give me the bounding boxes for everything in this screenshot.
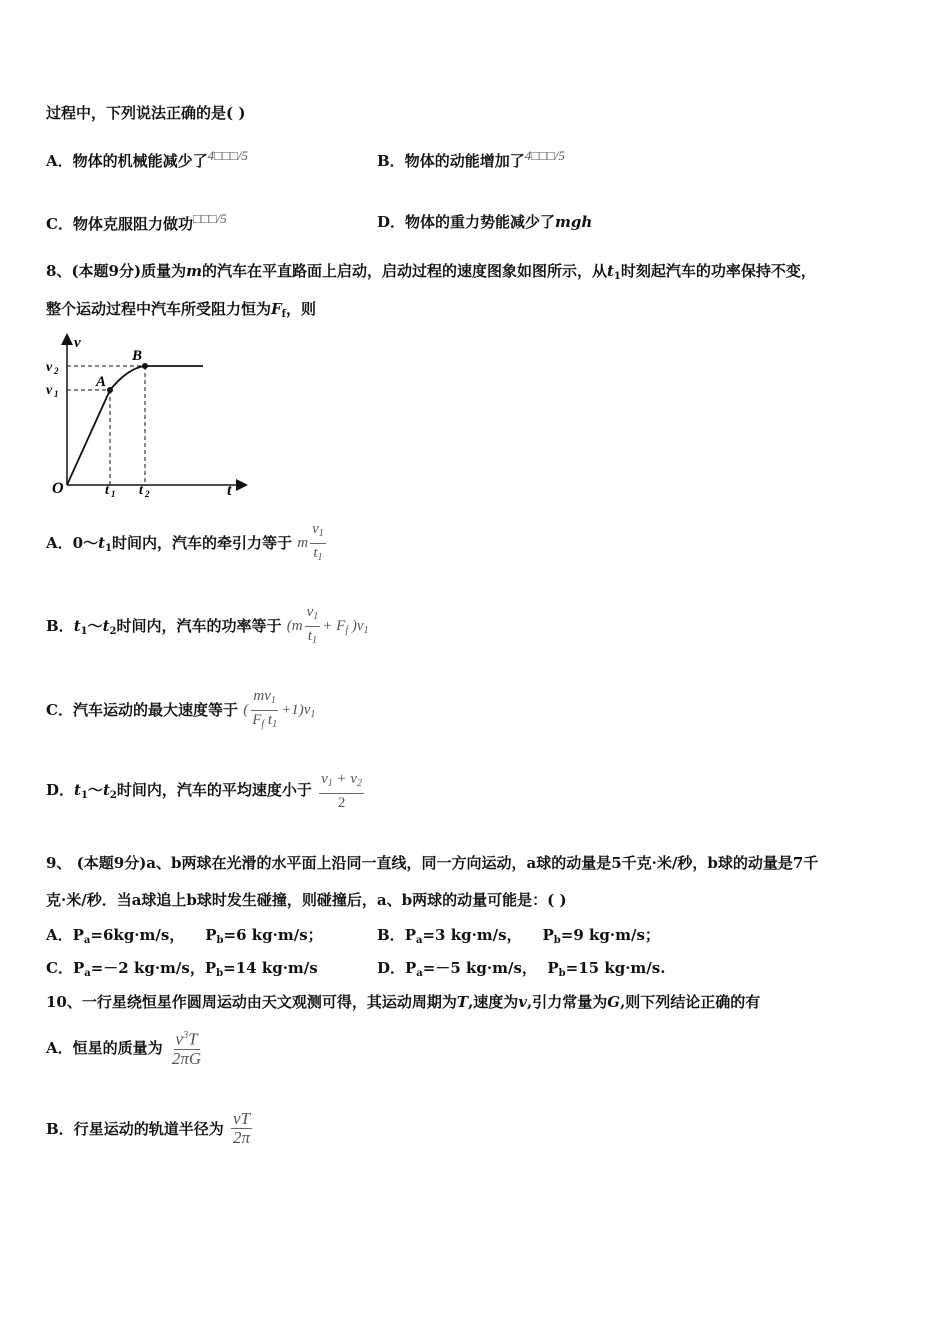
velocity-curve (67, 366, 203, 485)
v2-label: v (46, 360, 53, 375)
q8-option-d: D．$t_1\sim t_2$时间内，汽车的平均速度小于 $\frac{v_1 + v_2}{2}$ (46, 770, 366, 812)
v2-sub: 2 (54, 366, 59, 376)
point-a (107, 387, 113, 393)
q9-option-a: A．$P_a=6kg\cdot m/s$， $P_b=6$ kg·m/s； (46, 926, 323, 946)
t2-label: t (139, 483, 143, 498)
axis-x-label: t (227, 482, 232, 499)
origin-label: O (52, 480, 64, 497)
q7-option-d: D．物体的重力势能减少了mgh (377, 213, 593, 231)
velocity-time-graph (40, 330, 255, 505)
q9-option-b: B．$P_a=3$ kg·m/s， $P_b=9$ kg·m/s； (377, 926, 660, 946)
v1-label: v (46, 383, 53, 398)
q7-option-a: A．物体的机械能减少了4□□□/5 (46, 148, 248, 170)
q8-stem-line2: 整个运动过程中汽车所受阻力恒为$F_f$，则 (46, 300, 316, 320)
q10-stem: 10、一行星绕恒星作圆周运动由天文观测可得，其运动周期为T,速度为v,引力常量为G,则下列结论正确的有 (46, 993, 761, 1011)
q7-option-b: B．物体的动能增加了4□□□/5 (377, 148, 565, 170)
axis-y-label: v (74, 335, 81, 351)
q9-stem-line1: 9、 (本题9分)a、b两球在光滑的水平面上沿同一直线，同一方向运动，a球的动量是5千克·米/秒，b球的动量是7千 (46, 854, 819, 872)
q8-stem-line1: 8、(本题9分)质量为m的汽车在平直路面上启动，启动过程的速度图象如图所示，从$t_1$时刻起汽车的功率保持不变， (46, 262, 816, 282)
point-a-label: A (96, 374, 107, 390)
t1-label: t (105, 483, 109, 498)
formula-m-v1-over-t1: m $\frac{v_1}{t_1}$ (297, 521, 324, 563)
q8-option-b: B．$t_1\sim t_2$时间内，汽车的功率等于 (m $\frac{v_1}{t_1}$ + $F_f$ )$v_1$ (46, 604, 369, 646)
t1-sub: 1 (111, 489, 116, 499)
q10-option-b: B．行星运动的轨道半径为 $\frac{vT}{2\pi}$ (46, 1110, 254, 1147)
formula-average-velocity: $\frac{v_1 + v_2}{2}$ (321, 771, 363, 811)
q7-option-c: C．物体克服阻力做功□□□/5 (46, 211, 227, 233)
q8-option-a: A．$0\sim t_1$时间内，汽车的牵引力等于 m $\frac{v_1}{t_1}$ (46, 520, 328, 567)
q7-stem-tail: 过程中，下列说法正确的是( ) (46, 104, 246, 122)
formula-max-velocity: ( $\frac{mv_1}{F_f t_1}$ $+1)v_1$ (243, 688, 316, 730)
t2-sub: 2 (145, 489, 150, 499)
point-b (142, 363, 148, 369)
v1-sub: 1 (54, 389, 59, 399)
q8-option-c: C．汽车运动的最大速度等于 ( $\frac{mv_1}{F_f t_1}$ $+1)v_1$ (46, 688, 316, 730)
formula-orbit-radius: $\frac{vT}{2\pi}$ (232, 1109, 250, 1147)
q9-stem-line2: 克·米/秒．当a球追上b球时发生碰撞，则碰撞后，a、b两球的动量可能是：( ) (46, 891, 567, 909)
formula-power: (m $\frac{v_1}{t_1}$ + $F_f$ )$v_1$ (286, 604, 369, 646)
q9-option-c: C．$P_a=-2$ kg·m/s，$P_b=14$ kg·m/s (46, 959, 318, 979)
q10-option-a: A．恒星的质量为 $\frac{v^3T}{2\pi G}$ (46, 1027, 205, 1068)
formula-star-mass: $\frac{v^3T}{2\pi G}$ (168, 1036, 205, 1055)
point-b-label: B (132, 348, 143, 364)
q9-option-d: D．$P_a=-5$ kg·m/s， $P_b=15$ kg·m/s. (377, 959, 666, 979)
